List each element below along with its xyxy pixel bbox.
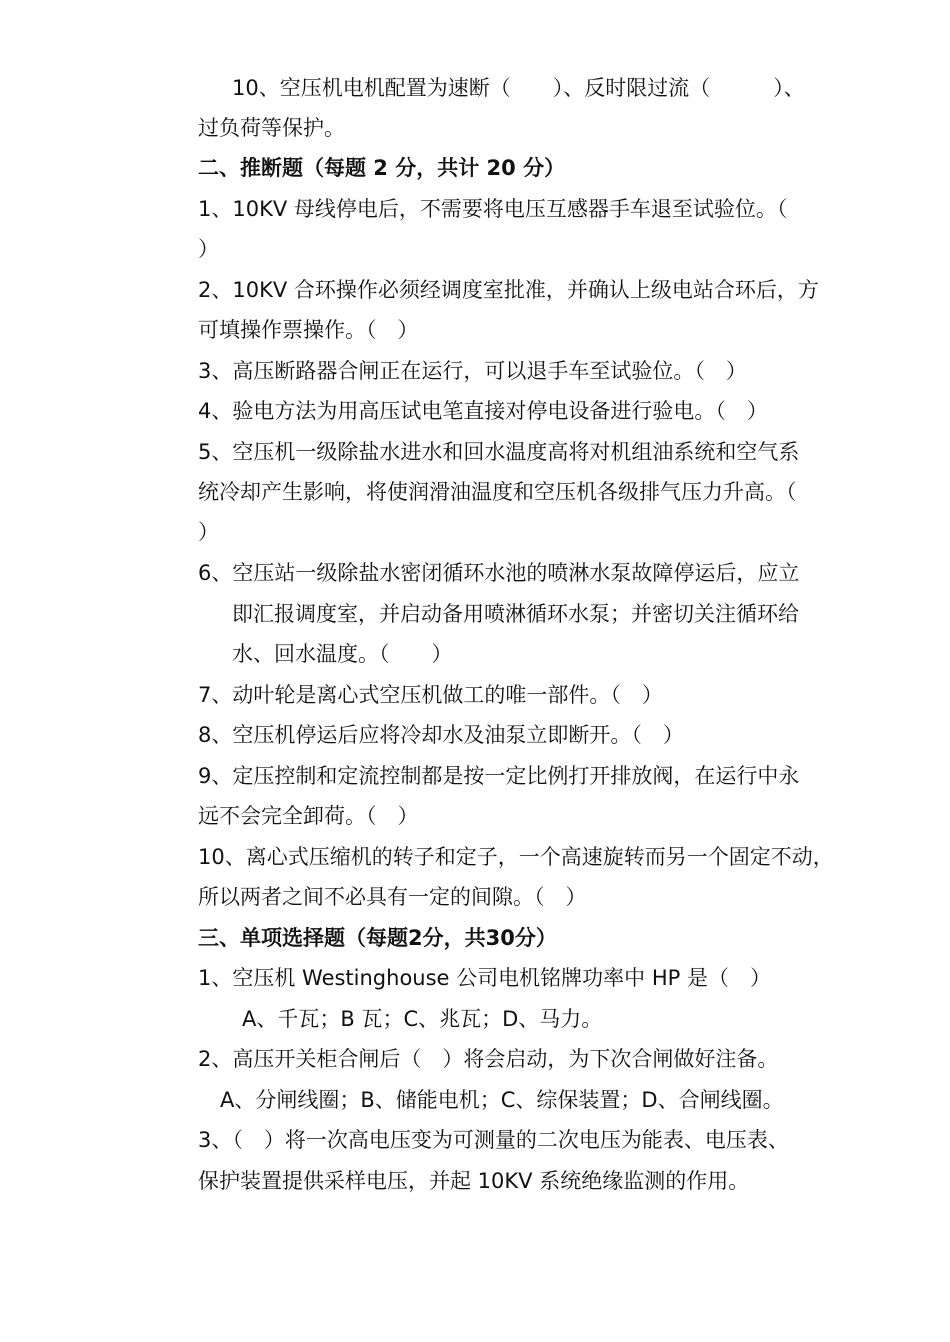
- fill-question-10-line-1: 10、空压机电机配置为速断（ ）、反时限过流（ ）、: [232, 76, 805, 100]
- judgment-question-6-line-3: 水、回水温度。（ ）: [232, 642, 453, 666]
- judgment-question-6-line-2: 即汇报调度室，并启动备用喷淋循环水泵；并密切关注循环给: [232, 602, 799, 626]
- choice-question-2-options: A、分闸线圈；B、储能电机；C、综保装置；D、合闸线圈。: [220, 1088, 784, 1112]
- fill-question-10-line-2: 过负荷等保护。: [198, 116, 345, 140]
- judgment-question-1-line-2: ）: [198, 237, 219, 261]
- judgment-question-6-line-1: 6、空压站一级除盐水密闭循环水池的喷淋水泵故障停运后，应立: [198, 561, 800, 585]
- choice-question-2: 2、高压开关柜合闸后（ ）将会启动，为下次合闸做好注备。: [198, 1047, 779, 1071]
- judgment-question-8: 8、空压机停运后应将冷却水及油泵立即断开。（ ）: [198, 723, 684, 747]
- judgment-question-5-line-3: ）: [198, 520, 219, 544]
- choice-question-1: 1、空压机 Westinghouse 公司电机铭牌功率中 HP 是（ ）: [198, 966, 771, 990]
- judgment-question-5-line-1: 5、空压机一级除盐水进水和回水温度高将对机组油系统和空气系: [198, 440, 800, 464]
- choice-question-3-line-1: 3、（ ）将一次高电压变为可测量的二次电压为能表、电压表、: [198, 1128, 789, 1152]
- choice-question-1-options: A、千瓦；B 瓦；C、兆瓦；D、马力。: [242, 1007, 603, 1031]
- section-heading-judgment: 二、推断题（每题 2 分，共计 20 分）: [198, 156, 566, 180]
- judgment-question-9-line-2: 远不会完全卸荷。（ ）: [198, 804, 419, 828]
- judgment-question-9-line-1: 9、定压控制和定流控制都是按一定比例打开排放阀，在运行中永: [198, 764, 800, 788]
- section-heading-single-choice: 三、单项选择题（每题2分，共30分）: [198, 926, 557, 950]
- judgment-question-1-line-1: 1、10KV 母线停电后，不需要将电压互感器手车退至试验位。（: [198, 197, 788, 221]
- judgment-question-2-line-2: 可填操作票操作。（ ）: [198, 318, 419, 342]
- judgment-question-4: 4、验电方法为用高压试电笔直接对停电设备进行验电。（ ）: [198, 399, 768, 423]
- judgment-question-10-line-1: 10、离心式压缩机的转子和定子，一个高速旋转而另一个固定不动，: [198, 845, 834, 869]
- judgment-question-3: 3、高压断路器合闸正在运行，可以退手车至试验位。（ ）: [198, 359, 747, 383]
- judgment-question-2-line-1: 2、10KV 合环操作必须经调度室批准，并确认上级电站合环后，方: [198, 278, 819, 302]
- judgment-question-7: 7、动叶轮是离心式空压机做工的唯一部件。（ ）: [198, 683, 663, 707]
- judgment-question-10-line-2: 所以两者之间不必具有一定的间隙。（ ）: [198, 885, 587, 909]
- choice-question-3-line-2: 保护装置提供采样电压，并起 10KV 系统绝缘监测的作用。: [198, 1169, 750, 1193]
- judgment-question-5-line-2: 统冷却产生影响，将使润滑油温度和空压机各级排气压力升高。（: [198, 480, 797, 504]
